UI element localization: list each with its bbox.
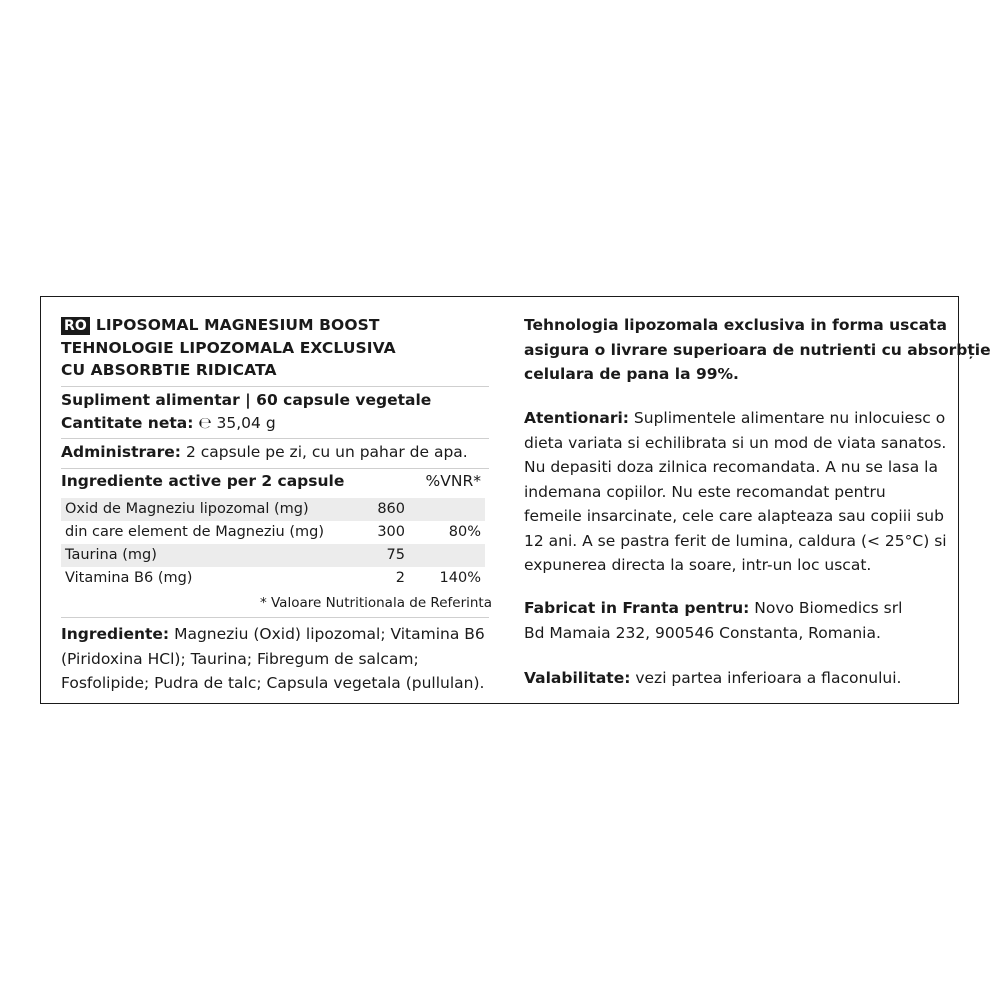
net-quantity-value: ℮ 35,04 g	[198, 414, 276, 432]
ingredients-text	[61, 622, 501, 696]
product-label	[40, 296, 991, 704]
validity-label: Valabilitate:	[524, 669, 631, 687]
warnings-line: femeile insarcinate, cele care alapteaza sau copiii sub	[524, 507, 944, 525]
warnings-line: dieta variata si echilibrata si un mod de viata sanatos.	[524, 433, 947, 452]
table-row	[61, 498, 485, 521]
manufacturer-label: Fabricat in Franta pentru:	[524, 599, 750, 617]
administration	[61, 443, 468, 461]
product-title-line-3: CU ABSORBTIE RIDICATA	[61, 361, 277, 379]
ingredients-line: Magneziu (Oxid) lipozomal; Vitamina B6	[174, 625, 485, 643]
warnings-line: indemana copiilor. Nu este recomandat pentru	[524, 482, 886, 501]
warnings-line: expunerea directa la soare, intr-un loc uscat.	[524, 556, 872, 574]
administration-label: Administrare:	[61, 443, 181, 461]
net-quantity-label: Cantitate neta:	[61, 414, 194, 432]
warnings-line: 12 ani. A se pastra ferit de lumina, caldura (< 25°C) si	[524, 531, 947, 550]
divider	[61, 617, 489, 618]
product-name: LIPOSOMAL MAGNESIUM BOOST	[95, 316, 380, 334]
net-quantity	[61, 414, 276, 432]
row-value: 300	[377, 524, 405, 540]
table-row	[61, 567, 485, 590]
row-value: 860	[377, 501, 405, 517]
row-value: 2	[395, 570, 405, 586]
divider	[61, 438, 489, 439]
row-vnr: 80%	[448, 524, 481, 540]
supplement-line: Supliment alimentar | 60 capsule vegetale	[61, 391, 432, 409]
row-name: Vitamina B6 (mg)	[65, 570, 193, 586]
intro-line: asigura o livrare superioara de nutrienti cu absorbție	[524, 340, 991, 359]
product-title-line-2: TEHNOLOGIE LIPOZOMALA EXCLUSIVA	[61, 339, 396, 357]
row-name: Taurina (mg)	[65, 547, 157, 563]
intro-line: Tehnologia lipozomala exclusiva in forma uscata	[524, 316, 947, 334]
administration-value: 2 capsule pe zi, cu un pahar de apa.	[185, 443, 468, 461]
validity-value: vezi partea inferioara a flaconului.	[635, 669, 902, 687]
table-row	[61, 521, 485, 544]
ingredients-table-header	[61, 472, 485, 494]
language-badge: RO	[61, 317, 90, 335]
divider	[61, 468, 489, 469]
manufacturer-address: Bd Mamaia 232, 900546 Constanta, Romania.	[524, 623, 881, 642]
table-footnote: * Valoare Nutritionala de Referinta	[259, 595, 492, 611]
ingredients-line: (Piridoxina HCl); Taurina; Fibregum de salcam;	[61, 649, 419, 668]
manufacturer-text	[524, 596, 902, 645]
warnings-line: Nu depasiti doza zilnica recomandata. A nu se lasa la	[524, 458, 938, 476]
table-header-vnr: %VNR*	[425, 472, 481, 490]
validity-text	[524, 666, 901, 691]
row-vnr: 140%	[439, 570, 481, 586]
warnings-text	[524, 406, 947, 578]
row-name: Oxid de Magneziu lipozomal (mg)	[65, 501, 309, 517]
ingredients-label: Ingrediente:	[61, 625, 170, 643]
ingredients-line: Fosfolipide; Pudra de talc; Capsula vegetala (pullulan).	[61, 674, 485, 692]
manufacturer-name: Novo Biomedics srl	[754, 599, 903, 617]
row-value: 75	[386, 547, 405, 563]
warnings-label: Atentionari:	[524, 409, 629, 427]
row-name: din care element de Magneziu (mg)	[65, 524, 324, 540]
divider	[61, 386, 489, 387]
warnings-line: Suplimentele alimentare nu inlocuiesc o	[633, 409, 946, 427]
product-title-line-1	[61, 316, 380, 335]
table-row	[61, 544, 485, 567]
table-header-name: Ingrediente active per 2 capsule	[61, 472, 345, 490]
intro-line: celulara de pana la 99%.	[524, 365, 739, 383]
intro-text	[524, 313, 991, 387]
